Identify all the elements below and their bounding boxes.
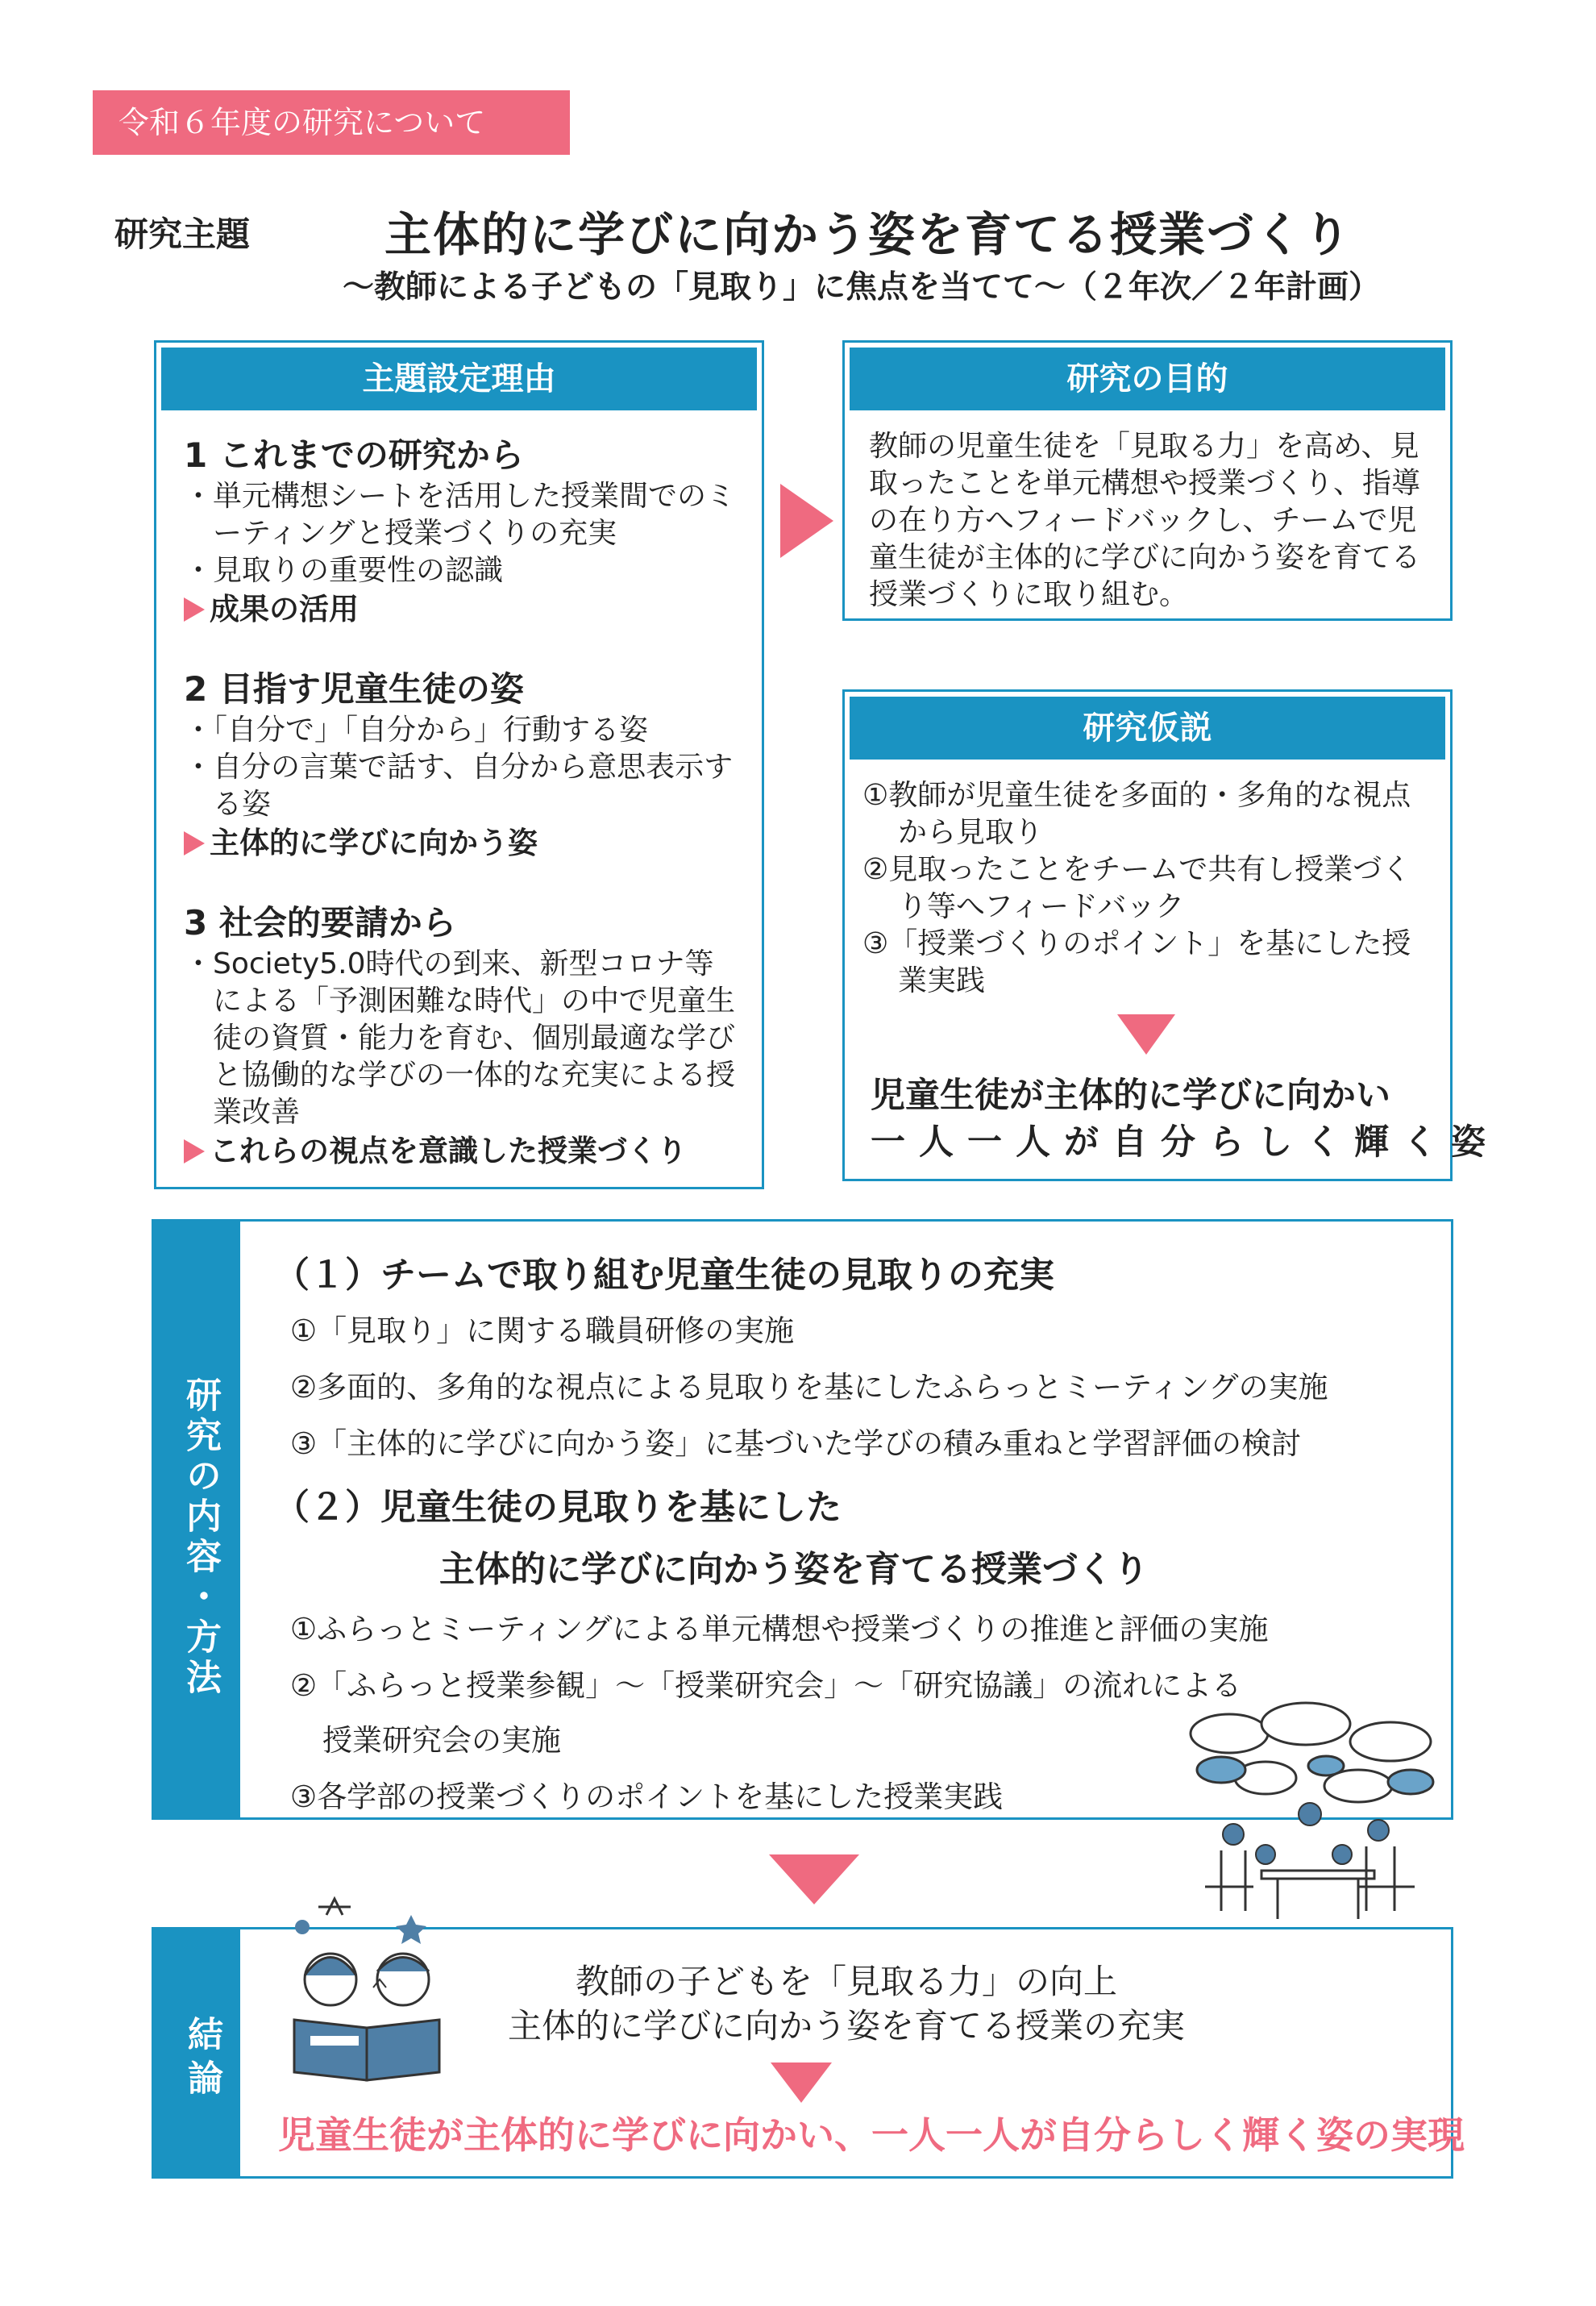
content-part1-item: ①「見取り」に関する職員研修の実施 — [290, 1313, 795, 1348]
theme-label: 研究主題 — [114, 214, 251, 254]
reason-section-3-bullet: ・Society5.0時代の到来、新型コロナ等による「予測困難な時代」の中で児童生徒の資質・能力を育む、個別最適な学びと協働的な学びの一体的な充実による授業改善 — [184, 947, 736, 1129]
triangle-right-icon — [184, 1139, 205, 1163]
reason-section-2-result: 主体的に学びに向かう姿 — [184, 823, 739, 864]
content-part1-item: ②多面的、多角的な視点による見取りを基にしたふらっとミーティングの実施 — [290, 1370, 1328, 1405]
hypothesis-box — [842, 689, 1499, 1181]
theme-title: 主体的に学びに向かう姿を育てる授業づくり — [384, 207, 1353, 262]
content-part1-title: （１）チームで取り組む児童生徒の見取りの充実 — [274, 1255, 1054, 1296]
reason-section-3-title: 3 社会的要請から — [184, 903, 456, 943]
reason-section-2-bullet: ・自分の言葉で話す、自分から意思表示する姿 — [184, 751, 734, 821]
reason-heading: 主題設定理由 — [161, 348, 757, 410]
content-part2-item: ①ふらっとミーティングによる単元構想や授業づくりの推進と評価の実施 — [290, 1612, 1269, 1646]
content-part2-item: ③各学部の授業づくりのポイントを基にした授業実践 — [290, 1779, 1004, 1814]
conclusion-line-2: 主体的に学びに向かう姿を育てる授業の充実 — [507, 2006, 1185, 2046]
reason-section-1-result: 成果の活用 — [184, 589, 739, 630]
meeting-illustration-icon — [1173, 1693, 1439, 1923]
hypothesis-item: ①教師が児童生徒を多面的・多角的な視点から見取り — [862, 779, 1411, 849]
hypothesis-conclusion-2: 一人一人が自分らしく輝く姿 — [871, 1122, 1499, 1163]
reason-section-2-bullet: ・「自分で」「自分から」行動する姿 — [184, 714, 649, 747]
reason-section-3-result: これらの視点を意識した授業づくり — [184, 1131, 739, 1172]
conclusion-label: 結論 — [152, 1927, 240, 2179]
content-part2-item: ②「ふらっと授業参観」～「授業研究会」～「研究協議」の流れによる — [290, 1668, 1242, 1703]
purpose-box — [842, 340, 1453, 621]
hypothesis-heading: 研究仮説 — [850, 697, 1445, 760]
purpose-text: 教師の児童生徒を「見取る力」を高め、見取ったことを単元構想や授業づくり、指導の在り方へフィードバックし、チームで児童生徒が主体的に学びに向かう姿を育てる授業づくりに取り組む。 — [869, 430, 1421, 611]
content-part2-item-cont: 授業研究会の実施 — [322, 1723, 561, 1758]
content-part2-title-2: 主体的に学びに向かう姿を育てる授業づくり — [439, 1549, 1149, 1590]
arrow-down-icon — [771, 2062, 832, 2103]
reason-box — [154, 340, 764, 1189]
content-part1-item: ③「主体的に学びに向かう姿」に基づいた学びの積み重ねと学習評価の検討 — [290, 1426, 1302, 1461]
content-label: 研究の内容・方法 — [152, 1219, 240, 1820]
triangle-right-icon — [184, 831, 205, 855]
reason-section-1-bullet: ・単元構想シートを活用した授業間でのミーティングと授業づくりの充実 — [184, 480, 736, 550]
theme-subtitle: ～教師による子どもの「見取り」に焦点を当てて～（２年次／２年計画） — [343, 269, 1381, 306]
arrow-down-icon — [1117, 1014, 1175, 1055]
reason-section-1-title: 1 これまでの研究から — [184, 435, 524, 475]
purpose-heading: 研究の目的 — [850, 348, 1445, 410]
content-part2-title-1: （２）児童生徒の見取りを基にした — [274, 1487, 842, 1528]
reason-section-1-bullet: ・見取りの重要性の認識 — [184, 554, 504, 587]
year-tag: 令和６年度の研究について — [93, 90, 570, 155]
arrow-down-icon — [769, 1854, 859, 1904]
reason-section-2-title: 2 目指す児童生徒の姿 — [184, 669, 524, 709]
hypothesis-conclusion-1: 児童生徒が主体的に学びに向かい — [871, 1076, 1390, 1116]
hypothesis-item: ②見取ったことをチームで共有し授業づくり等へフィードバック — [862, 853, 1411, 923]
arrow-right-icon — [780, 484, 833, 558]
hypothesis-item: ③「授業づくりのポイント」を基にした授業実践 — [862, 927, 1411, 997]
conclusion-final: 児童生徒が主体的に学びに向かい、一人一人が自分らしく輝く姿の実現 — [278, 2113, 1465, 2157]
conclusion-line-1: 教師の子どもを「見取る力」の向上 — [575, 1962, 1117, 2001]
triangle-right-icon — [184, 597, 205, 622]
